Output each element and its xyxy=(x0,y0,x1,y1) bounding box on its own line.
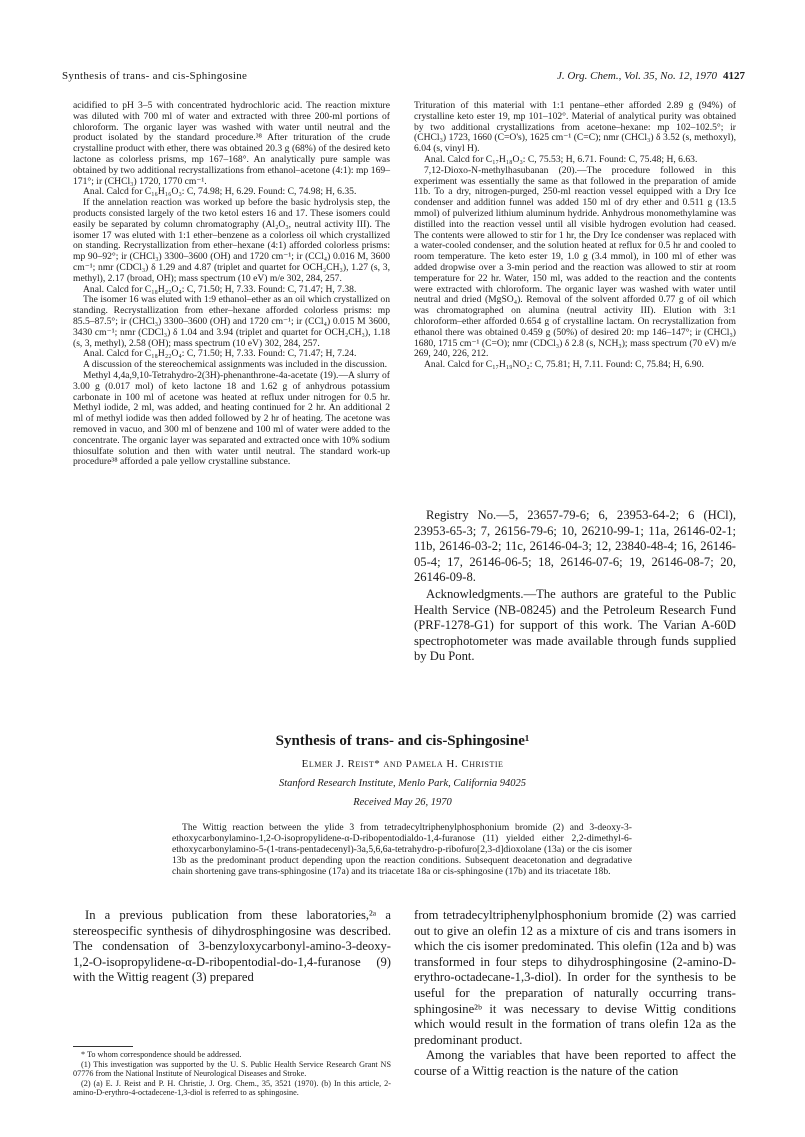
paragraph: Anal. Calcd for C₁₆H₁₆O₃: C, 74.98; H, 6.29. Found: C, 74.98; H, 6.35. xyxy=(83,186,357,198)
running-title: Synthesis of trans- and cis-Sphingosine xyxy=(62,70,248,82)
abstract: The Wittig reaction between the ylide 3 from tetradecyltriphenylphosphonium bromide (2) and 3-deoxy-3-ethoxycarbonylamino-1,2-O-isopropylidene-α-D-ribopentodialdo-1,4-furanose (11) yielded either 2,2-dimethyl-6-ethoxycarbonylamino-5-(1-trans-pentadecenyl)-3a,5,6,6a-tetrahydro-p-ribofuro[2,3-d]dioxolane (13a) or the cis isomer 13b as the predominant product depending upon the reaction conditions. Subsequent deacetonation and degradative chain shortening gave trans-sphingosine (17a) and its triacetate 18a or cis-sphingosine (17b) and its triacetate 18b. xyxy=(172,822,632,877)
paragraph: If the annelation reaction was worked up before the basic hydrolysis step, the products consisted largely of the two ketol esters 16 and 17. These isomers could easily be separated by column chromatography (Al₂O₃, neutral activity III). The isomer 17 was eluted with 1:1 ether–benzene as a colorless oil which crystallized on standing. Recrystallization from ether–hexane (4:1) afforded colorless prisms: mp 90–92°; ir (CHCl₃) 3300–3600 (OH) and 1720 cm⁻¹; ir (CCl₄) 0.016 M, 3600 cm⁻¹; nmr (CDCl₃) δ 1.29 and 4.87 (triplet and quartet for OCH₂CH₃), 1.27 (s, 3, methyl), 2.17 (broad, OH); mass spectrum (10 eV) m/e 302, 284, 257. xyxy=(73,197,390,284)
paragraph: The isomer 16 was eluted with 1:9 ethanol–ether as an oil which crystallized on standing. Recrystallization from ether–hexane afforded colorless prisms: mp 85.5–87.5°; ir (CHCl₃) 3300–3600 (OH) and 1720 cm⁻¹; ir (CCl₄) 0.015 M 3600, 3430 cm⁻¹; nmr (CDCl₃) δ 1.04 and 3.94 (triplet and quartet for OCH₂CH₃), 1.18 (s, 3, methyl), 2.58 (OH); mass spectrum (10 eV) 302, 284, 257. xyxy=(73,294,390,349)
left-column-experimental xyxy=(73,101,390,468)
page-number: 4127 xyxy=(723,70,745,82)
paragraph: Methyl 4,4a,9,10-Tetrahydro-2(3H)-phenanthrone-4a-acetate (19).—A slurry of 3.00 g (0.017 mol) of keto lactone 18 and 1.62 g of anhydrous potassium carbonate in 100 ml of acetone was heated at reflux under nitrogen for 0.5 hr. Methyl iodide, 2 ml, was added, and heating continued for 2 hr. An additional 2 ml of methyl iodide was then added followed by 2 hr of heating. The acetone was removed in vacuo, and 300 ml of benzene and 100 ml of water were added to the concentrate. The organic layer was separated and extracted once with 10% sodium thiosulfate solution and then with water until neutral. The standard work-up procedure³⁸ afforded a pale yellow crystalline substance. xyxy=(73,369,390,468)
received-date: Received May 26, 1970 xyxy=(353,797,452,808)
paragraph: Anal. Calcd for C₁₇H₁₈O₃: C, 75.53; H, 6.71. Found: C, 75.48; H, 6.63. xyxy=(424,153,698,165)
footnotes xyxy=(73,1050,391,1098)
paragraph: Among the variables that have been reported to affect the course of a Wittig reaction is the nature of the cation xyxy=(414,1048,736,1078)
paragraph: from tetradecyltriphenylphosphonium bromide (2) was carried out to give an olefin 12 as a mixture of cis and trans isomers in which the cis isomer predominated. This olefin (12a and b) was transformed in four steps to dihydrosphingosine (2-amino-D-erythro-octadecane-1,3-diol). In order for the synthesis to be useful for the preparation of naturally occurring trans-sphingosine²ᵇ it was necessary to devise Wittig conditions which would result in the formation of trans olefin 12a as the predominant product. xyxy=(414,908,736,1047)
acknowledgments: Acknowledgments.—The authors are grateful to the Public Health Service (NB-08245) and the Petroleum Research Fund (PRF-1278-G1) for support of this work. The Varian A-60D spectrophotometer was made available through funds supplied by Du Pont. xyxy=(414,587,736,664)
right-column-experimental xyxy=(414,101,736,371)
footnote: (1) This investigation was supported by the U. S. Public Health Service Research Grant NS 07776 from the National Institute of Neurological Diseases and Stroke. xyxy=(73,1059,391,1079)
footnote-divider xyxy=(73,1046,133,1047)
running-header xyxy=(62,70,745,86)
article-authors: Elmer J. Reist* and Pamela H. Christie xyxy=(301,758,504,770)
paragraph: A discussion of the stereochemical assignments was included in the discussion. xyxy=(83,359,388,371)
paragraph: 7,12-Dioxo-N-methylhasubanan (20).—The procedure followed in this experiment was essentially the same as that followed in the preparation of amide 11b. To a dry, nitrogen-purged, 250-ml reaction vessel equipped with a Dry Ice condenser and addition funnel was added 150 ml of dry ether and 0.511 g (13.5 mmol) of pulverized lithium aluminum hydride. Anhydrous monomethylamine was distilled into the reaction vessel until all visible hydrogen evolution had ceased. The contents were allowed to stir for 1 hr, the Dry Ice condenser was replaced with a water-cooled condenser, and the solution heated at reflux for 0.5 hr and cooled to room temperature. The keto ester 19, 1.0 g (3.4 mmol), in 100 ml of ether was added dropwise over a 3-min period and the reaction was allowed to stir at room temperature for 22 hr. Water, 150 ml, was added to the reaction and the contents were extracted with chloroform. The organic layer was washed with water until neutral and dried (MgSO₄). Removal of the solvent afforded 0.77 g of oil which was chromatographed on alumina (neutral activity III). Elution with 3:1 chloroform–ether afforded 0.654 g of crystalline lactam. On recrystallization from ethanol there was obtained 0.459 g (50%) of desired 20: mp 146–147°; ir (CHCl₃) 1680, 1715 cm⁻¹ (C=O); nmr (CDCl₃) δ 2.8 (s, NCH₃); mass spectrum (70 eV) m/e 269, 240, 226, 212. xyxy=(414,164,736,360)
article-affiliation: Stanford Research Institute, Menlo Park, California 94025 xyxy=(278,778,527,789)
intro-right-column xyxy=(414,908,736,1080)
paragraph: Anal. Calcd for C₁₈H₂₂O₄: C, 71.50; H, 7.33. Found: C, 71.47; H, 7.38. xyxy=(83,283,357,295)
paragraph: Trituration of this material with 1:1 pentane–ether afforded 2.89 g (94%) of crystalline keto ester 19, mp 101–102°. Material of analytical purity was obtained by two additional crystallizations from acetone–hexane: mp 102–102.5°; ir (CHCl₃) 1723, 1660 (C=O's), 1625 cm⁻¹ (C=C); nmr (CHCl₃) δ 3.52 (s, methoxyl), 6.04 (s, vinyl H). xyxy=(414,100,736,155)
footnote: * To whom correspondence should be addressed. xyxy=(81,1050,242,1059)
paragraph: acidified to pH 3–5 with concentrated hydrochloric acid. The reaction mixture was diluted with 700 ml of water and extracted with three 200-ml portions of chloroform. The organic layer was washed with water until neutral and the product isolated by the standard procedure.³⁸ After trituration of the crude crystalline product with ether, there was obtained 20.3 g (68%) of the desired keto lactone as colorless prisms, mp 167–168°. An analytically pure sample was obtained by two additional recrystallizations from ethanol–acetone (4:1): mp 169–171°; ir (CHCl₃) 1720, 1770 cm⁻¹. xyxy=(73,100,390,187)
article-title: Synthesis of trans- and cis-Sphingosine¹ xyxy=(275,733,530,749)
footnote: (2) (a) E. J. Reist and P. H. Christie, J. Org. Chem., 35, 3521 (1970). (b) In this article, 2-amino-D-erythro-4-octadecene-1,3-diol is referred to as sphingosine. xyxy=(73,1078,391,1098)
paragraph: Anal. Calcd for C₁₇H₁₉NO₂: C, 75.81; H, 7.11. Found: C, 75.84; H, 6.90. xyxy=(424,359,704,371)
intro-left-column: In a previous publication from these laboratories,²ᵃ a stereospecific synthesis of dihydrosphingosine was described. The condensation of 3-benzyloxycarbonyl-amino-3-deoxy-1,2-O-isopropylidene-α-D-ribopentodial-do-1,4-furanose (9) with the Wittig reagent (3) prepared xyxy=(73,908,391,985)
registry-numbers: Registry No.—5, 23657-79-6; 6, 23953-64-2; 6 (HCl), 23953-65-3; 7, 26156-79-6; 10, 26210-99-1; 11a, 26146-02-1; 11b, 26146-03-2; 11c, 26146-04-3; 12, 23840-48-4; 16, 26146-05-4; 17, 26146-06-5; 18, 26146-07-6; 19, 26146-08-7; 20, 26146-09-8. xyxy=(414,508,736,585)
journal-citation: J. Org. Chem., Vol. 35, No. 12, 1970 4127 xyxy=(556,70,745,82)
paragraph: Anal. Calcd for C₁₈H₂₂O₄: C, 71.50; H, 7.33. Found: C, 71.47; H, 7.24. xyxy=(83,348,357,360)
